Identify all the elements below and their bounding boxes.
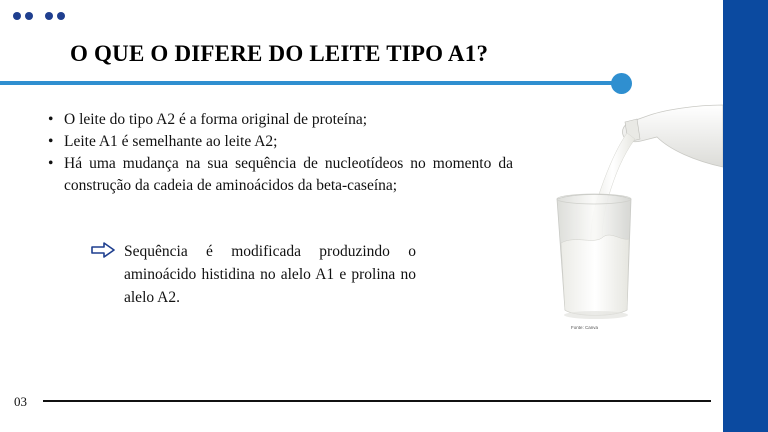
- bullet-item: • O leite do tipo A2 é a forma original de proteína;: [48, 109, 513, 131]
- bullet-item: • Há uma mudança na sua sequência de nucleotídeos no momento da construção da cadeia de aminoácidos da beta-caseína;: [48, 153, 513, 197]
- slide-title: O QUE O DIFERE DO LEITE TIPO A1?: [70, 41, 489, 66]
- title-underline: [0, 81, 615, 85]
- page-number: 03: [14, 394, 27, 409]
- footer-line: [43, 400, 711, 402]
- dots-decoration-icon: [13, 12, 65, 20]
- arrow-right-icon: [90, 241, 116, 259]
- title-line-dot: [611, 73, 632, 94]
- bullet-list: [48, 109, 513, 197]
- side-color-bar: [723, 0, 768, 432]
- milk-pouring-image: [545, 95, 723, 335]
- image-credit: Fonte: Canva: [571, 325, 599, 330]
- sub-point: [90, 240, 416, 309]
- sub-point-text: Sequência é modificada produzindo o aminoácido histidina no alelo A1 e prolina no alelo A2.: [124, 243, 416, 306]
- bullet-item: • Leite A1 é semelhante ao leite A2;: [48, 131, 513, 153]
